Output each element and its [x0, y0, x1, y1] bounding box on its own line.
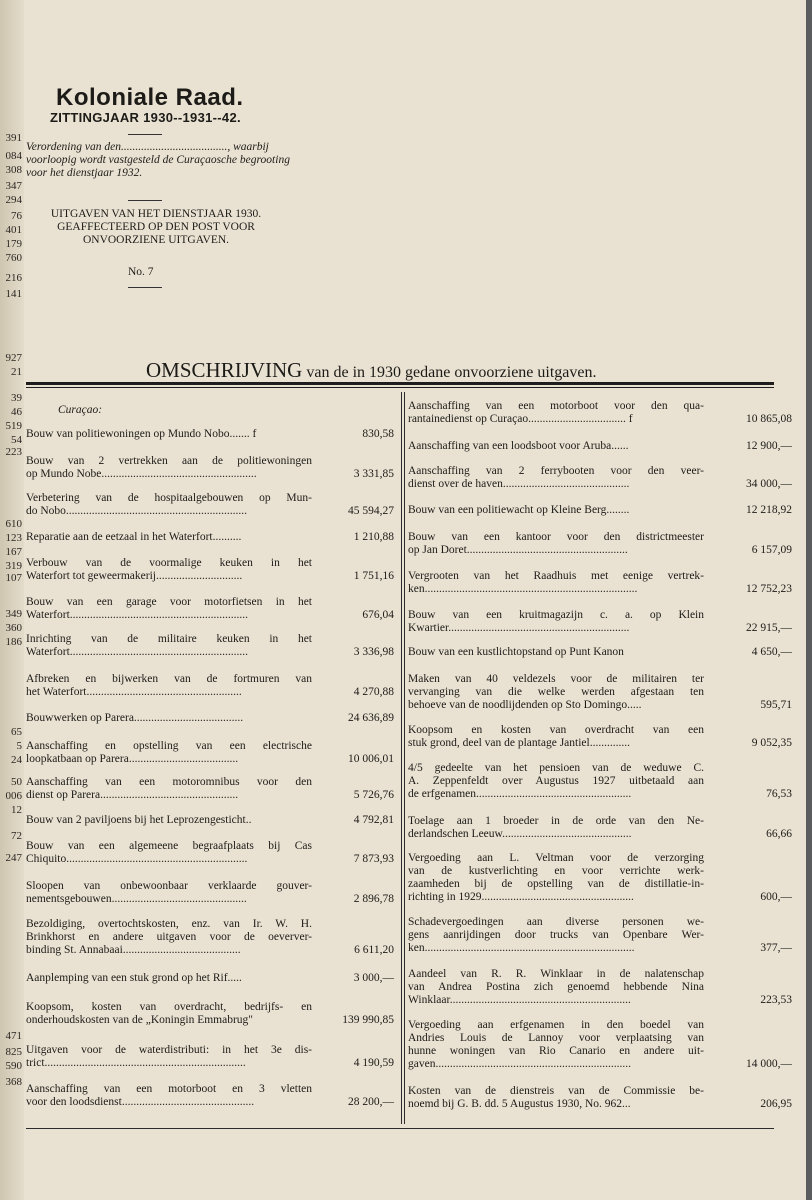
description-line: Afbreken en bijwerken van de fortmuren van [26, 673, 312, 685]
heading-rest: van de in 1930 gedane onvoorziene uitgaven. [306, 364, 597, 381]
description-line: dienst over de haven............................................ [408, 478, 630, 490]
bleed-number: 50 [11, 776, 22, 788]
description-line: ken......................................................................... [408, 942, 635, 954]
description-line: Koopsom en kosten van overdracht van een [408, 724, 704, 736]
expense-description [26, 1001, 312, 1027]
expense-description [26, 596, 312, 622]
description-line: derlandschen Leeuw............................................. [408, 828, 632, 840]
description-line: Inrichting van de militaire keuken in het [26, 633, 312, 645]
expense-description [408, 852, 704, 904]
description-line: Aanplemping van een stuk grond op het Rif..... [26, 972, 242, 984]
bleed-number: 084 [5, 150, 22, 162]
description-line: het Waterfort...................................................... [26, 686, 242, 698]
bleed-number: 391 [5, 132, 22, 144]
expense-amount: 12 218,92 [746, 504, 792, 516]
expense-amount: 206,95 [760, 1098, 792, 1110]
description-line: behoeve van de noodlijdenden op Sto Domingo..... [408, 699, 642, 711]
description-line: op Jan Doret........................................................ [408, 544, 628, 556]
expense-amount: 28 200,— [348, 1096, 394, 1108]
description-line: Waterfort.............................................................. [26, 646, 249, 658]
divider [128, 200, 162, 201]
expense-description [408, 504, 704, 517]
expense-amount: 600,— [760, 891, 792, 903]
table-bottom-rule [26, 1128, 774, 1129]
expense-amount: 9 052,35 [751, 737, 792, 749]
expense-description [408, 673, 704, 712]
expense-amount: 139 990,85 [342, 1014, 394, 1026]
description-line: Aanschaffing van 2 ferrybooten voor den veer- [408, 465, 704, 477]
description-line: Bouw van een politiewacht op Kleine Berg........ [408, 504, 630, 516]
bleed-number: 65 [11, 726, 22, 738]
expense-description [408, 646, 704, 659]
expense-amount: 4 792,81 [353, 814, 394, 826]
description-line: Bouw van politiewoningen op Mundo Nobo....... f [26, 428, 257, 440]
bleed-number: 72 [11, 830, 22, 842]
expense-amount: 223,53 [760, 994, 792, 1006]
bleed-number: 308 [5, 164, 22, 176]
description-line: hunne woningen van Rio Canario en andere uit- [408, 1045, 704, 1057]
expense-amount: 676,04 [362, 609, 394, 621]
description-line: A. Zeppenfeldt over Augustus 1927 uitbetaald aan [408, 775, 704, 787]
expense-amount: 45 594,27 [348, 505, 394, 517]
description-line: Koopsom, kosten van overdracht, bedrijfs- en [26, 1001, 312, 1013]
description-line: Waterfort tot geweermakerij.............................. [26, 570, 243, 582]
bleed-number: 471 [5, 1030, 22, 1042]
description-line: van de kustverlichting en voor verrichte werk- [408, 865, 704, 877]
bleed-number: 519 [5, 420, 22, 432]
expense-amount: 34 000,— [746, 478, 792, 490]
bleed-number: 760 [5, 252, 22, 264]
bleed-number: 46 [11, 406, 22, 418]
expense-description [408, 1019, 704, 1071]
description-line: Schadevergoedingen aan diverse personen we- [408, 916, 704, 928]
expense-description [26, 673, 312, 699]
expense-amount: 3 336,98 [353, 646, 394, 658]
expense-description [26, 492, 312, 518]
expense-amount: 377,— [760, 942, 792, 954]
description-line: de erfgenamen...................................................... [408, 788, 632, 800]
expense-amount: 3 331,85 [353, 468, 394, 480]
description-line: do Nobo............................................................... [26, 505, 248, 517]
bleed-number: 590 [5, 1060, 22, 1072]
expense-description [408, 968, 704, 1007]
expense-amount: 24 636,89 [348, 712, 394, 724]
description-line: Brinkhorst en andere uitgaven voor de oeverver- [26, 931, 312, 943]
expense-amount: 10 006,01 [348, 753, 394, 765]
bleed-number: 24 [11, 754, 22, 766]
expense-description [408, 916, 704, 955]
expense-description [26, 740, 312, 766]
expense-description [26, 531, 312, 544]
description-line: gens aanrijdingen door trucks van Openbare Wer- [408, 929, 704, 941]
document-number: No. 7 [128, 266, 154, 278]
description-line: Kwartier............................................................... [408, 622, 630, 634]
bleed-number: 825 [5, 1046, 22, 1058]
description-line: voor den loodsdienst.............................................. [26, 1096, 255, 1108]
expense-description [408, 570, 704, 596]
bleed-number: 107 [5, 572, 22, 584]
description-line: Bezoldiging, overtochtskosten, enz. van Ir. W. H. [26, 918, 312, 930]
bleed-number: 319 [5, 560, 22, 572]
bleed-number: 21 [11, 366, 22, 378]
expense-amount: 595,71 [760, 699, 792, 711]
expense-amount: 5 726,76 [353, 789, 394, 801]
description-line: Maken van 40 veldezels voor de militairen ter [408, 673, 704, 685]
bleed-number: 223 [5, 446, 22, 458]
expense-amount: 1 210,88 [353, 531, 394, 543]
description-line: Bouw van een kustlichtopstand op Punt Kanon [408, 646, 624, 658]
description-line: Verbouw van de voormalige keuken in het [26, 557, 312, 569]
description-line: Aanschaffing van een loodsboot voor Aruba...... [408, 440, 629, 452]
description-line: Uitgaven voor de waterdistributi: in het 3e dis- [26, 1044, 312, 1056]
expense-amount: 4 190,59 [353, 1057, 394, 1069]
description-line: Bouw van een kantoor voor den districtmeester [408, 531, 704, 543]
description-line: op Mundo Nobe...................................................... [26, 468, 257, 480]
description-line: Aanschaffing van een motoromnibus voor den [26, 776, 312, 788]
expense-description [26, 918, 312, 957]
description-line: Andries Louis de Lannoy voor verplaatsing van [408, 1032, 704, 1044]
description-line: Toelage aan 1 broeder in de orde van den Ne- [408, 815, 704, 827]
expense-amount: 6 157,09 [751, 544, 792, 556]
bleed-number: 141 [5, 288, 22, 300]
description-line: Bouw van 2 paviljoens bij het Leprozengesticht.. [26, 814, 252, 826]
bleed-number: 54 [11, 434, 22, 446]
divider [128, 287, 162, 288]
expense-description [26, 557, 312, 583]
expense-description [408, 465, 704, 491]
expense-amount: 6 611,20 [354, 944, 394, 956]
description-line: Aanschaffing van een motorboot voor den qua- [408, 400, 704, 412]
description-line: ken.......................................................................... [408, 583, 638, 595]
expense-amount: 12 752,23 [746, 583, 792, 595]
expense-description [408, 1085, 704, 1111]
bleed-number: 39 [11, 392, 22, 404]
description-line: Bouwwerken op Parera...................................... [26, 712, 244, 724]
description-line: Aanschaffing van een motorboot en 3 vletten [26, 1083, 312, 1095]
expense-description [26, 455, 312, 481]
description-line: 4/5 gedeelte van het pensioen van de weduwe C. [408, 762, 704, 774]
heading-rule-thin [26, 387, 774, 388]
description-line: loopkatbaan op Parera...................................... [26, 753, 239, 765]
description-line: Bouw van een kruitmagazijn c. a. op Klein [408, 609, 704, 621]
description-line: Aandeel van R. R. Winklaar in de nalatenschap [408, 968, 704, 980]
description-line: richting in 1929..................................................... [408, 891, 634, 903]
expense-description [408, 815, 704, 841]
description-line: Sloopen van onbewoonbaar verklaarde gouver- [26, 880, 312, 892]
expense-amount: 1 751,16 [353, 570, 394, 582]
expense-amount: 830,58 [362, 428, 394, 440]
description-line: trict...................................................................... [26, 1057, 246, 1069]
expense-amount: 4 650,— [751, 646, 792, 658]
description-line: Verbetering van de hospitaalgebouwen op Mun- [26, 492, 312, 504]
description-line: Winklaar............................................................... [408, 994, 631, 1006]
ordinance-text: Verordening van den....................................., waarbij voorloopig wordt vastgesteld de Curaçaosche begrooting voor het dienstjaar 1932. [26, 141, 290, 179]
page-edge [806, 0, 812, 1200]
expense-amount: 22 915,— [746, 622, 792, 634]
expense-description [408, 724, 704, 750]
description-line: binding St. Annabaai......................................... [26, 944, 241, 956]
bleed-number: 610 [5, 518, 22, 530]
expense-description [408, 609, 704, 635]
expense-amount: 76,53 [766, 788, 792, 800]
description-line: noemd bij G. B. dd. 5 Augustus 1930, No. 962... [408, 1098, 631, 1110]
bleed-number: 347 [5, 180, 22, 192]
expense-description [26, 1044, 312, 1070]
divider [128, 134, 162, 135]
bleed-number: 349 [5, 608, 22, 620]
table-heading [146, 358, 596, 383]
expense-description [408, 400, 704, 426]
description-line: van Andrea Postina zich genoemd hebbende Nina [408, 981, 704, 993]
description-line: gaven.................................................................... [408, 1058, 631, 1070]
expense-amount: 12 900,— [746, 440, 792, 452]
bleed-number: 12 [11, 804, 22, 816]
bleed-number: 006 [5, 790, 22, 802]
description-line: Vergoeding aan erfgenamen in den boedel van [408, 1019, 704, 1031]
bleed-number: 123 [5, 532, 22, 544]
description-line: Vergoeding aan L. Veltman voor de verzorging [408, 852, 704, 864]
description-line: vervanging van die welke werden afgestaan ten [408, 686, 704, 698]
expense-description [26, 633, 312, 659]
bleed-number: 368 [5, 1076, 22, 1088]
description-line: nementsgebouwen............................................... [26, 893, 247, 905]
expense-amount: 14 000,— [746, 1058, 792, 1070]
description-line: Aanschaffing en opstelling van een electrische [26, 740, 312, 752]
column-divider [401, 392, 402, 1124]
expense-amount: 66,66 [766, 828, 792, 840]
bleed-number: 167 [5, 546, 22, 558]
bleed-number: 216 [5, 272, 22, 284]
description-line: Vergrooten van het Raadhuis met eenige vertrek- [408, 570, 704, 582]
bleed-number: 401 [5, 224, 22, 236]
description-line: Kosten van de dienstreis van de Commissie be- [408, 1085, 704, 1097]
expense-description [26, 1083, 312, 1109]
description-line: Bouw van een algemeene begraafplaats bij Cas [26, 840, 312, 852]
column-divider [404, 392, 405, 1124]
expense-description [26, 814, 312, 827]
expense-description [408, 531, 704, 557]
bleed-number: 247 [5, 852, 22, 864]
expense-description [26, 840, 312, 866]
bleed-number: 186 [5, 636, 22, 648]
page-title: Koloniale Raad. [56, 84, 244, 111]
description-line: Bouw van een garage voor motorfietsen in het [26, 596, 312, 608]
expense-description [408, 440, 704, 453]
expense-description [26, 776, 312, 802]
expense-description [26, 972, 312, 985]
expense-description [26, 880, 312, 906]
description-line: Chiquito............................................................... [26, 853, 248, 865]
bleed-number: 179 [5, 238, 22, 250]
description-line: onderhoudskosten van de „Koningin Emmabrug" [26, 1014, 253, 1026]
expenditure-heading: UITGAVEN VAN HET DIENSTJAAR 1930. GEAFFECTEERD OP DEN POST VOOR ONVOORZIENE UITGAVEN. [50, 208, 262, 246]
bleed-number: 294 [5, 194, 22, 206]
description-line: Bouw van 2 vertrekken aan de politiewoningen [26, 455, 312, 467]
heading-rule [26, 382, 774, 385]
description-line: Reparatie aan de eetzaal in het Waterfort.......... [26, 531, 242, 543]
bleed-number: 5 [16, 740, 22, 752]
expense-description [26, 712, 312, 725]
expense-description [26, 428, 312, 441]
description-line: stuk grond, deel van de plantage Jantiel.............. [408, 737, 630, 749]
region-label: Curaçao: [58, 404, 103, 416]
expense-amount: 2 896,78 [353, 893, 394, 905]
expense-amount: 4 270,88 [353, 686, 394, 698]
expense-amount: 10 865,08 [746, 413, 792, 425]
description-line: Waterfort.............................................................. [26, 609, 249, 621]
expense-amount: 7 873,93 [353, 853, 394, 865]
expense-amount: 3 000,— [353, 972, 394, 984]
bleed-number: 360 [5, 622, 22, 634]
description-line: zaamheden bij de opstelling van de distillatie-in- [408, 878, 704, 890]
bleed-number: 76 [11, 210, 22, 222]
description-line: rantainedienst op Curaçao.................................. f [408, 413, 633, 425]
session-years: ZITTINGJAAR 1930--1931--42. [50, 110, 241, 125]
expense-description [408, 762, 704, 801]
heading-keyword: OMSCHRIJVING [146, 358, 303, 382]
bleed-number: 927 [5, 352, 22, 364]
description-line: dienst op Parera................................................ [26, 789, 239, 801]
